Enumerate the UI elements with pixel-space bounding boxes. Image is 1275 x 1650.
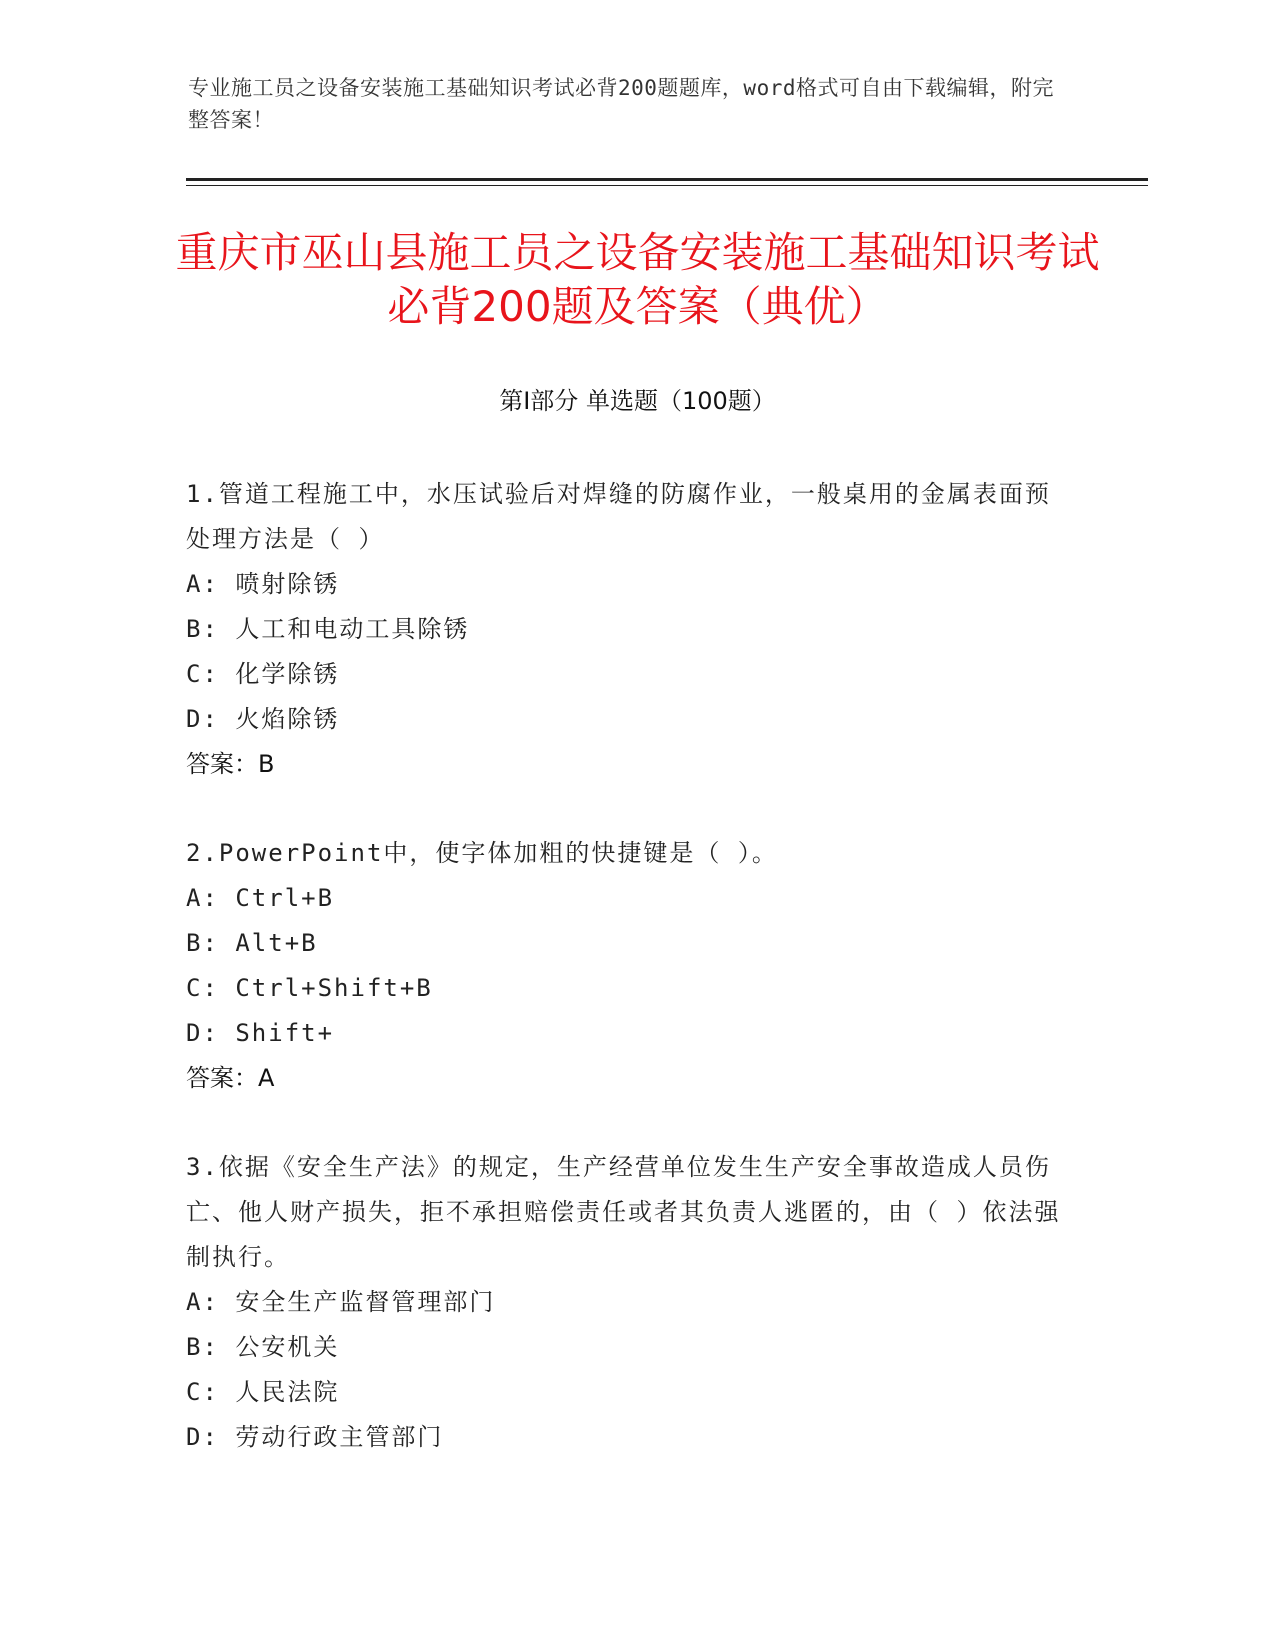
question-list [186, 472, 1066, 1504]
option-c: C: Ctrl+Shift+B [186, 974, 433, 1002]
question-1 [186, 472, 1066, 787]
document-title: 重庆市巫山县施工员之设备安装施工基础知识考试必背200题及答案（典优） [175, 228, 1100, 331]
question-stem: 3.依据《安全生产法》的规定，生产经营单位发生生产安全事故造成人员伤亡、他人财产损失，拒不承担赔偿责任或者其负责人逃匿的，由（ ）依法强制执行。 [186, 1153, 1061, 1271]
header-rule-thick [186, 178, 1148, 181]
option-b: B: Alt+B [186, 929, 318, 957]
question-stem: 1.管道工程施工中，水压试验后对焊缝的防腐作业，一般桌用的金属表面预处理方法是（ ） [186, 480, 1051, 553]
option-a: A: 安全生产监督管理部门 [186, 1288, 496, 1316]
question-stem: 2.PowerPoint中，使字体加粗的快捷键是（ ）。 [186, 839, 778, 867]
option-a: A: Ctrl+B [186, 884, 335, 912]
question-2 [186, 831, 1066, 1101]
answer: 答案：A [186, 1064, 275, 1092]
option-d: D: 火焰除锈 [186, 705, 340, 733]
option-b: B: 人工和电动工具除锈 [186, 615, 470, 643]
section-heading: 第I部分 单选题（100题） [499, 387, 776, 415]
header-rule-thin [186, 185, 1148, 186]
answer: 答案：B [186, 750, 275, 778]
option-c: C: 化学除锈 [186, 660, 340, 688]
option-c: C: 人民法院 [186, 1378, 340, 1406]
option-d: D: 劳动行政主管部门 [186, 1423, 444, 1451]
option-a: A: 喷射除锈 [186, 570, 340, 598]
header-note: 专业施工员之设备安装施工基础知识考试必背200题题库，word格式可自由下载编辑，附完整答案！ [188, 76, 1054, 132]
question-3 [186, 1145, 1066, 1460]
option-d: D: Shift+ [186, 1019, 335, 1047]
option-b: B: 公安机关 [186, 1333, 340, 1361]
